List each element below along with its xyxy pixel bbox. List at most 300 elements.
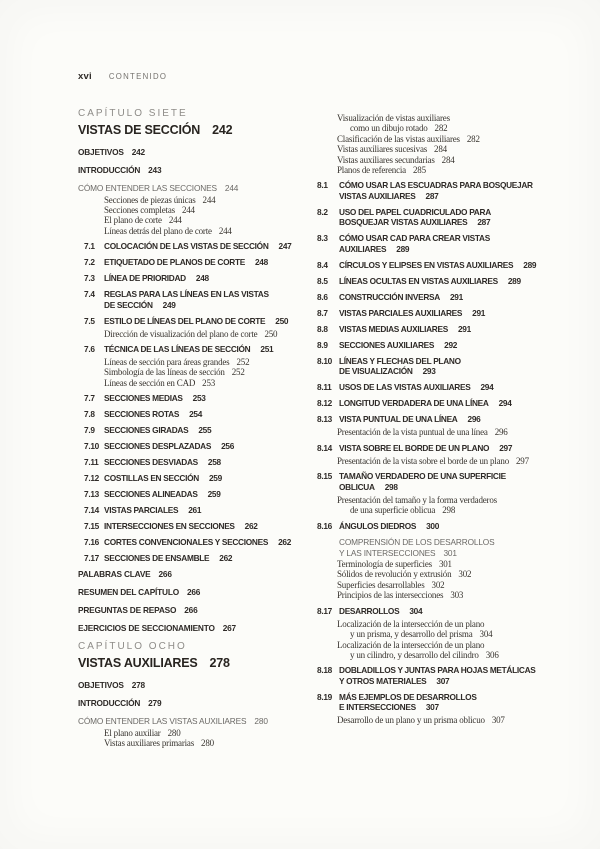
- item-line-text: CONSTRUCCIÓN INVERSA: [339, 291, 440, 302]
- toc-group-heading: [78, 716, 317, 727]
- item-line-text: CÓMO USAR LAS ESCUADRAS PARA BOSQUEJAR: [339, 180, 533, 191]
- subentry-line-text: Visualización de vistas auxiliares: [337, 113, 450, 123]
- toc-item: [78, 425, 317, 436]
- subentry-line-text: Secciones completas: [104, 204, 175, 215]
- item-number: 8.7: [317, 307, 328, 318]
- toc-item: [78, 273, 317, 284]
- group-heading-line-text: COMPRENSIÓN DE LOS DESARROLLOS: [339, 537, 495, 548]
- item-line-text: LÍNEAS Y FLECHAS DEL PLANO: [339, 355, 461, 366]
- toc-item: [78, 473, 317, 484]
- page-number: 278: [209, 656, 230, 671]
- item-number: 7.9: [84, 425, 95, 436]
- toc-item: [78, 393, 317, 404]
- item-line: [339, 665, 536, 676]
- item-number: 7.4: [84, 289, 95, 300]
- item-lines: [339, 233, 490, 254]
- subentry-line-text: Vistas auxiliares secundarias: [337, 154, 435, 165]
- subentry-line-text: Líneas detrás del plano de corte: [104, 225, 212, 236]
- item-line-text: E INTERSECCIONES: [339, 702, 416, 713]
- item-line-text: DE SECCIÓN: [104, 299, 153, 310]
- toc-section: [78, 698, 317, 709]
- item-lines: [339, 324, 471, 335]
- section-label: INTRODUCCIÓN: [78, 165, 141, 175]
- subentry-line-text: Vistas auxiliares primarias: [104, 738, 195, 749]
- item-number: 8.14: [317, 442, 332, 453]
- item-line: [104, 521, 258, 532]
- chapter-kicker: CAPÍTULO SIETE: [78, 108, 188, 119]
- item-lines: [104, 393, 206, 404]
- toc-item: [317, 324, 580, 335]
- item-line: [104, 316, 288, 327]
- page-number: 296: [494, 427, 508, 438]
- toc-item: [78, 316, 317, 327]
- page-number: 291: [449, 291, 463, 302]
- toc-item: [317, 521, 580, 532]
- item-line: [339, 207, 491, 218]
- item-line-text: SECCIONES GIRADAS: [104, 425, 189, 436]
- page-number: 251: [260, 344, 274, 355]
- item-number: 7.17: [84, 553, 99, 564]
- item-number: 7.13: [84, 489, 99, 500]
- toc-subentries: [104, 195, 317, 237]
- page-number: 293: [422, 366, 436, 377]
- item-line: [104, 257, 268, 268]
- toc-section: [78, 623, 317, 634]
- item-line: [104, 441, 234, 452]
- item-lines: [339, 382, 493, 393]
- item-line-text: Y OTROS MATERIALES: [339, 675, 427, 686]
- page-number: 291: [472, 307, 486, 318]
- item-number: 7.6: [84, 344, 95, 355]
- item-line-text: USOS DE LAS VISTAS AUXILIARES: [339, 382, 471, 393]
- subentry-line-text: de una superficie oblicua: [350, 505, 436, 516]
- page-number: 242: [131, 147, 145, 157]
- group-heading-line: [78, 716, 317, 727]
- toc-section: [78, 587, 317, 598]
- toc-item: [317, 276, 580, 287]
- page-number: 248: [195, 273, 209, 284]
- page-number: 307: [425, 702, 439, 713]
- subentry-line: [337, 619, 580, 629]
- item-lines: [339, 356, 461, 377]
- item-number: 7.5: [84, 315, 95, 326]
- page-number: 297: [499, 442, 513, 453]
- toc-section: [78, 147, 317, 158]
- item-number: 7.14: [84, 505, 99, 516]
- toc-subentries: [337, 427, 580, 437]
- page-number: 248: [254, 257, 268, 268]
- item-line: [339, 366, 461, 377]
- toc-item: [317, 414, 580, 425]
- page-number: 242: [212, 123, 233, 137]
- item-line-text: SECCIONES MEDIAS: [104, 393, 183, 404]
- item-number: 7.3: [84, 273, 95, 284]
- page-number: 258: [207, 457, 221, 468]
- item-line-text: SECCIONES ALINEADAS: [104, 489, 198, 500]
- page-number: 301: [438, 559, 452, 570]
- page-number: 247: [278, 241, 292, 252]
- item-line-text: TAMAÑO VERDADERO DE UNA SUPERFICIE: [339, 471, 506, 482]
- item-line-text: SECCIONES DESVIADAS: [104, 457, 198, 468]
- page-number: 244: [218, 225, 232, 236]
- toc-subentries: [337, 495, 580, 516]
- subentry-line-text: Terminología de superficies: [337, 559, 432, 570]
- toc-item: [78, 241, 317, 252]
- subentry-line: [337, 629, 580, 639]
- page-number: 252: [236, 357, 250, 368]
- subentry-line: [337, 590, 580, 600]
- page-number: 278: [131, 680, 145, 691]
- page-number: 282: [434, 123, 448, 134]
- page-number: 244: [168, 215, 182, 226]
- item-number: 8.10: [317, 355, 332, 366]
- section-label: INTRODUCCIÓN: [78, 698, 141, 709]
- item-number: 8.19: [317, 691, 332, 702]
- item-line-text: BOSQUEJAR VISTAS AUXILIARES: [339, 217, 468, 228]
- subentry-line: [104, 329, 317, 339]
- subentry-line: [104, 195, 317, 205]
- item-line: [104, 409, 202, 420]
- item-number: 8.4: [317, 259, 328, 270]
- item-number: 7.11: [84, 457, 99, 468]
- item-line-text: ESTILO DE LÍNEAS DEL PLANO DE CORTE: [104, 315, 266, 326]
- page-number: 298: [384, 481, 398, 492]
- item-line: [104, 300, 269, 311]
- page-number: 306: [485, 649, 499, 660]
- item-line: [104, 241, 291, 252]
- item-number: 8.18: [317, 665, 332, 676]
- item-number: 8.2: [317, 206, 328, 217]
- subentry-line: [104, 215, 317, 225]
- subentry-line: [337, 144, 580, 154]
- item-line-text: DE VISUALIZACIÓN: [339, 366, 413, 377]
- item-line-text: COLOCACIÓN DE LAS VISTAS DE SECCIÓN: [104, 241, 269, 252]
- item-lines: [339, 340, 457, 351]
- toc-section: [78, 165, 317, 176]
- chapter-title: VISTAS AUXILIARES: [78, 656, 198, 671]
- page-number: 266: [184, 605, 198, 616]
- toc-item: [317, 665, 580, 686]
- page-number: 294: [480, 382, 494, 393]
- page-number: 287: [425, 190, 439, 201]
- page-number: 280: [201, 738, 214, 749]
- page-number: 244: [224, 183, 239, 193]
- toc-item: [78, 553, 317, 564]
- item-line: [339, 382, 493, 393]
- page-number: 259: [207, 489, 221, 500]
- page-number: 304: [409, 605, 423, 616]
- item-number: 8.13: [317, 414, 332, 425]
- item-line-text: VISTA SOBRE EL BORDE DE UN PLANO: [339, 442, 490, 453]
- subentry-line: [104, 728, 317, 738]
- subentry-line: [337, 495, 580, 505]
- toc-item: [317, 356, 580, 377]
- subentry-line: [337, 165, 580, 175]
- item-line: [104, 473, 222, 484]
- toc-item: [78, 457, 317, 468]
- toc-item: [78, 489, 317, 500]
- item-line: [104, 273, 209, 284]
- toc-section: [78, 569, 317, 580]
- item-lines: [104, 257, 268, 268]
- page-number: 244: [181, 204, 195, 215]
- page-number: 249: [162, 299, 176, 310]
- toc-chapter: [78, 108, 317, 138]
- item-line: [339, 308, 485, 319]
- page-number: 279: [148, 698, 162, 709]
- item-line: [104, 393, 206, 404]
- subentry-line-text: como un dibujo rotado: [350, 123, 428, 134]
- page-number: 302: [458, 569, 472, 580]
- group-heading-line-text: Y LAS INTERSECCIONES: [339, 547, 436, 558]
- item-lines: [339, 414, 480, 425]
- section-label: PREGUNTAS DE REPASO: [78, 605, 177, 616]
- page-number: 284: [434, 144, 447, 155]
- subentry-line: [337, 559, 580, 569]
- toc-item: [317, 382, 580, 393]
- subentry-line: [104, 378, 317, 388]
- page-number: 289: [523, 259, 537, 270]
- item-line-text: VISTAS PARCIALES: [104, 505, 179, 516]
- subentry-line: [104, 357, 317, 367]
- toc-item: [78, 521, 317, 532]
- item-line: [339, 324, 471, 335]
- item-number: 7.15: [84, 521, 99, 532]
- toc-item: [317, 260, 580, 271]
- item-lines: [339, 443, 512, 454]
- subentry-line-text: y un cilindro, y desarrollo del cilindro: [350, 649, 479, 660]
- item-lines: [339, 292, 463, 303]
- item-lines: [339, 308, 485, 319]
- subentry-line-text: y un prisma, y desarrollo del prisma: [350, 629, 473, 640]
- item-lines: [339, 665, 536, 686]
- section-label: RESUMEN DEL CAPÍTULO: [78, 587, 179, 598]
- page-number: 289: [507, 275, 521, 286]
- toc-chapter: [78, 641, 317, 671]
- item-number: 7.12: [84, 473, 99, 484]
- subentry-line-text: Líneas de sección para áreas grandes: [104, 357, 230, 368]
- item-line-text: OBLICUA: [339, 481, 375, 492]
- item-number: 8.9: [317, 339, 328, 350]
- toc-subentries: [337, 113, 580, 175]
- item-lines: [104, 537, 291, 548]
- item-line-text: LÍNEAS OCULTAS EN VISTAS AUXILIARES: [339, 275, 498, 286]
- item-lines: [104, 241, 291, 252]
- subentry-line: [104, 367, 317, 377]
- item-number: 8.6: [317, 291, 328, 302]
- toc-item: [317, 443, 580, 454]
- subentry-line-text: Clasificación de las vistas auxiliares: [337, 133, 460, 144]
- toc-item: [78, 505, 317, 516]
- running-head: [78, 71, 167, 82]
- page-number: 280: [254, 716, 268, 727]
- page-number: 307: [491, 715, 505, 726]
- page-number: 297: [516, 455, 529, 466]
- item-number: 8.8: [317, 323, 328, 334]
- subentry-line-text: Líneas de sección en CAD: [104, 377, 196, 388]
- group-heading-line-text: CÓMO ENTENDER LAS SECCIONES: [78, 183, 217, 193]
- item-line-text: CÍRCULOS Y ELIPSES EN VISTAS AUXILIARES: [339, 259, 514, 270]
- item-lines: [104, 457, 221, 468]
- item-line: [104, 457, 221, 468]
- item-lines: [104, 473, 222, 484]
- subentry-line-text: El plano de corte: [104, 215, 162, 226]
- item-line: [339, 482, 506, 493]
- page-number: 254: [189, 409, 203, 420]
- item-lines: [104, 521, 258, 532]
- subentry-line: [104, 205, 317, 215]
- item-lines: [104, 316, 288, 327]
- item-line: [339, 692, 477, 703]
- page-number: 262: [219, 553, 233, 564]
- item-lines: [104, 553, 232, 564]
- item-line-text: VISTAS PARCIALES AUXILIARES: [339, 307, 463, 318]
- subentry-line-text: Localización de la intersección de un plano: [337, 618, 485, 629]
- toc-item: [317, 398, 580, 409]
- toc-item: [78, 289, 317, 310]
- subentry-line: [337, 456, 580, 466]
- item-line-text: USO DEL PAPEL CUADRICULADO PARA: [339, 206, 491, 217]
- toc-subentries: [337, 456, 580, 466]
- item-lines: [339, 521, 439, 532]
- page-number: 289: [396, 243, 410, 254]
- subentry-line: [337, 640, 580, 650]
- toc-column-left: [78, 108, 317, 754]
- subentry-line-text: Presentación del tamaño y la forma verdaderos: [337, 494, 497, 505]
- item-number: 8.3: [317, 233, 328, 244]
- toc-item: [317, 233, 580, 254]
- toc-subentries: [337, 715, 580, 725]
- toc-columns: [78, 108, 580, 754]
- item-lines: [339, 180, 533, 201]
- chapter-title-row: [78, 656, 317, 671]
- subentry-line-text: Superficies desarrollables: [337, 579, 425, 590]
- item-line: [339, 180, 533, 191]
- toc-item: [317, 292, 580, 303]
- item-line-text: VISTA PUNTUAL DE UNA LÍNEA: [339, 414, 458, 425]
- item-line-text: VISTAS AUXILIARES: [339, 190, 416, 201]
- page-number: 300: [426, 520, 440, 531]
- item-line-text: SECCIONES ROTAS: [104, 409, 180, 420]
- subentry-line: [104, 738, 317, 748]
- item-lines: [104, 289, 269, 310]
- item-lines: [104, 489, 221, 500]
- page-number: 301: [443, 547, 457, 558]
- subentry-line: [337, 134, 580, 144]
- item-line-text: LÍNEA DE PRIORIDAD: [104, 273, 186, 284]
- item-line: [339, 340, 457, 351]
- group-heading-line: [339, 537, 580, 548]
- item-lines: [104, 505, 201, 516]
- page-number: 250: [264, 328, 278, 339]
- page-number: 250: [275, 315, 289, 326]
- toc-column-right: [317, 108, 580, 754]
- toc-item: [78, 409, 317, 420]
- item-number: 8.12: [317, 398, 332, 409]
- toc-section: [78, 680, 317, 691]
- page-number: 287: [477, 217, 491, 228]
- item-line: [339, 356, 461, 367]
- item-line-text: CORTES CONVENCIONALES Y SECCIONES: [104, 537, 269, 548]
- item-line-text: SECCIONES AUXILIARES: [339, 339, 435, 350]
- toc-section: [78, 605, 317, 616]
- item-line-text: MÁS EJEMPLOS DE DESARROLLOS: [339, 691, 477, 702]
- item-number: 7.1: [84, 241, 95, 252]
- subentry-line-text: Presentación de la vista sobre el borde de un plano: [337, 455, 509, 466]
- page-number: 243: [148, 165, 162, 175]
- item-number: 8.15: [317, 471, 332, 482]
- subentry-line-text: Simbología de las líneas de sección: [104, 367, 225, 378]
- item-lines: [104, 441, 234, 452]
- item-number: 8.17: [317, 605, 332, 616]
- toc-item: [78, 257, 317, 268]
- page-number: 303: [450, 590, 464, 601]
- page-number: 284: [441, 154, 455, 165]
- page-folio: xvi: [78, 71, 92, 82]
- page-number: 262: [278, 537, 292, 548]
- subentry-line: [337, 580, 580, 590]
- item-line: [339, 471, 506, 482]
- subentry-line: [337, 155, 580, 165]
- page-number: 304: [479, 629, 493, 640]
- item-number: 8.1: [317, 180, 328, 191]
- item-line-text: ETIQUETADO DE PLANOS DE CORTE: [104, 257, 245, 268]
- item-line: [339, 443, 512, 454]
- page-number: 259: [208, 473, 222, 484]
- item-line: [339, 260, 536, 271]
- toc-subentries: [104, 728, 317, 749]
- page-number: 256: [221, 441, 235, 452]
- item-number: 7.7: [84, 393, 95, 404]
- item-line: [339, 521, 439, 532]
- item-lines: [104, 409, 202, 420]
- subentry-line: [337, 569, 580, 579]
- item-line: [339, 244, 490, 255]
- chapter-title-row: [78, 123, 317, 138]
- page-number: 302: [431, 579, 445, 590]
- section-label: OBJETIVOS: [78, 680, 124, 691]
- item-line-text: AUXILIARES: [339, 243, 387, 254]
- item-lines: [339, 606, 422, 617]
- item-line: [104, 505, 201, 516]
- subentry-line-text: Dirección de visualización del plano de corte: [104, 328, 258, 339]
- item-line-text: ÁNGULOS DIEDROS: [339, 520, 417, 531]
- page-number: 298: [442, 505, 456, 516]
- item-line-text: DOBLADILLOS Y JUNTAS PARA HOJAS METÁLICAS: [339, 665, 536, 676]
- item-line-text: SECCIONES DE ENSAMBLE: [104, 553, 210, 564]
- page-number: 296: [467, 414, 481, 425]
- toc-subentries: [337, 619, 580, 661]
- subentry-line: [337, 715, 580, 725]
- item-lines: [339, 207, 491, 228]
- page-number: 266: [158, 569, 172, 580]
- toc-item: [317, 471, 580, 492]
- item-lines: [339, 692, 477, 713]
- item-number: 8.11: [317, 382, 332, 393]
- page-number: 291: [457, 323, 471, 334]
- page-number: 253: [192, 393, 206, 404]
- item-line: [339, 606, 422, 617]
- item-line: [104, 289, 269, 300]
- item-line: [104, 553, 232, 564]
- page-number: 294: [498, 398, 512, 409]
- subentry-line-text: Desarrollo de un plano y un prisma oblicuo: [337, 715, 485, 726]
- toc-item: [317, 606, 580, 617]
- item-line: [339, 414, 480, 425]
- toc-group-heading: [339, 537, 580, 558]
- subentry-line: [337, 427, 580, 437]
- group-heading-line: [78, 183, 317, 194]
